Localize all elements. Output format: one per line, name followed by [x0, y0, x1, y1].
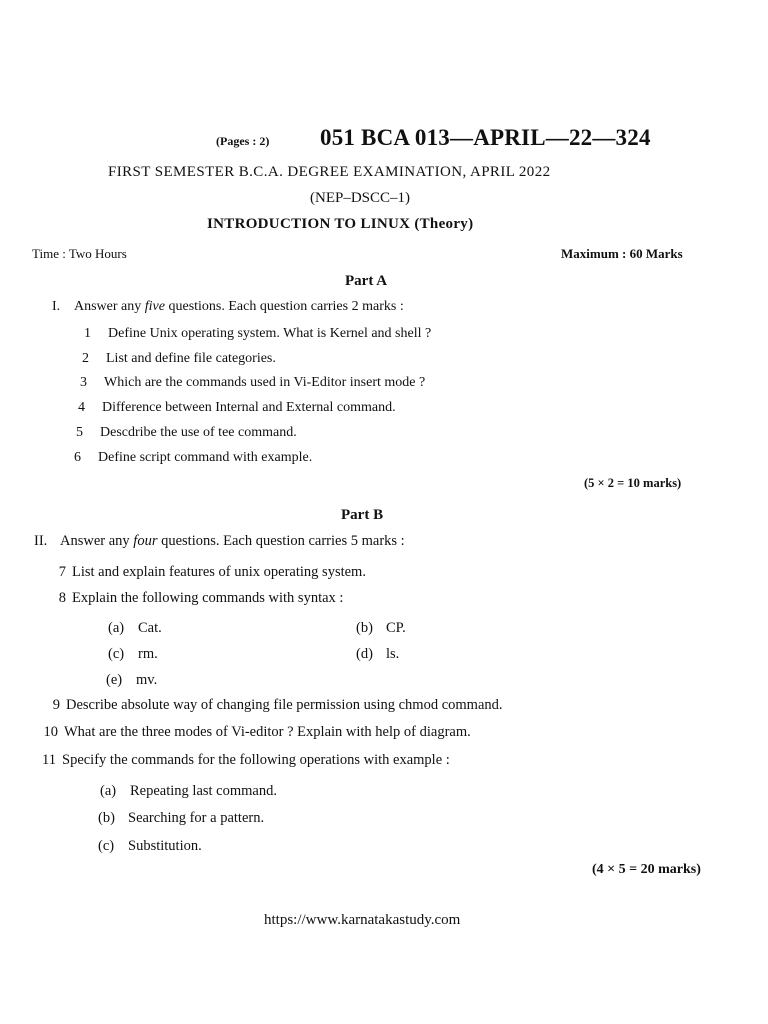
option-label: (c) — [98, 838, 115, 854]
question-number: 10 — [43, 724, 58, 740]
question-2 — [82, 351, 276, 367]
question-7 — [40, 564, 366, 581]
option-text: ls. — [386, 646, 400, 662]
part-b-heading: Part B — [341, 507, 384, 523]
option-text: CP. — [386, 620, 406, 636]
question-text: Descdribe the use of tee command. — [100, 425, 297, 440]
maximum-marks: Maximum : 60 Marks — [561, 246, 683, 261]
question-number: 1 — [84, 326, 91, 341]
question-number: 6 — [74, 450, 81, 465]
question-10 — [32, 724, 471, 741]
question-number: 2 — [82, 351, 89, 366]
scheme-code: (NEP–DSCC–1) — [310, 190, 411, 206]
source-url[interactable]: https://www.karnatakastudy.com — [264, 912, 461, 928]
q11-option-b — [98, 810, 264, 827]
option-text: Substitution. — [128, 838, 202, 854]
instruction-emphasis: four — [133, 533, 158, 549]
question-text: List and define file categories. — [106, 351, 276, 366]
q8-option-c — [108, 646, 158, 663]
q11-option-a — [100, 783, 277, 800]
q8-option-b — [356, 620, 406, 637]
question-text: What are the three modes of Vi-editor ? Explain with help of diagram. — [64, 724, 471, 740]
option-text: Searching for a pattern. — [128, 810, 265, 826]
question-text: Define script command with example. — [98, 450, 313, 465]
section-number: I. — [52, 299, 61, 314]
option-text: mv. — [136, 672, 158, 688]
instruction-text: Answer any — [74, 299, 145, 314]
q8-option-a — [108, 620, 162, 637]
question-number: 9 — [52, 697, 60, 713]
option-label: (e) — [106, 672, 123, 688]
question-text: Explain the following commands with syntax : — [72, 590, 344, 606]
question-number: 3 — [80, 375, 87, 390]
question-text: Difference between Internal and External command. — [102, 400, 396, 415]
instruction-text: questions. Each question carries 2 marks : — [164, 299, 404, 314]
question-4 — [78, 400, 396, 416]
option-label: (d) — [356, 646, 373, 662]
pages-count: (Pages : 2) — [216, 134, 270, 148]
option-label: (b) — [356, 620, 373, 636]
instruction-emphasis: five — [144, 299, 165, 314]
q11-option-c — [98, 838, 202, 855]
question-1 — [84, 326, 431, 342]
question-8 — [40, 590, 343, 607]
question-text: Which are the commands used in Vi-Editor insert mode ? — [104, 375, 426, 390]
question-9 — [34, 697, 503, 714]
question-number: 8 — [58, 590, 66, 606]
question-6 — [74, 450, 312, 466]
part-b-marks: (4 × 5 = 20 marks) — [592, 862, 701, 877]
question-number: 11 — [42, 752, 56, 768]
option-label: (a) — [108, 620, 125, 636]
subject-title: INTRODUCTION TO LINUX (Theory) — [207, 216, 474, 232]
question-text: List and explain features of unix operating system. — [72, 564, 366, 580]
question-text: Specify the commands for the following operations with example : — [62, 752, 450, 768]
part-a-marks: (5 × 2 = 10 marks) — [584, 476, 682, 490]
option-text: rm. — [138, 646, 158, 662]
q8-option-e — [106, 672, 157, 689]
instruction-text: Answer any — [60, 533, 134, 549]
exam-duration: Time : Two Hours — [32, 246, 127, 261]
question-number: 4 — [78, 400, 85, 415]
option-text: Cat. — [138, 620, 162, 636]
option-label: (a) — [100, 783, 117, 799]
instruction-text: questions. Each question carries 5 marks : — [157, 533, 405, 549]
part-b-instruction — [34, 533, 405, 550]
paper-code: 051 BCA 013—APRIL—22—324 — [320, 125, 651, 150]
question-text: Define Unix operating system. What is Kernel and shell ? — [108, 326, 432, 341]
question-text: Describe absolute way of changing file permission using chmod command. — [66, 697, 503, 713]
question-5 — [76, 425, 297, 441]
option-label: (c) — [108, 646, 125, 662]
part-a-heading: Part A — [345, 273, 388, 289]
question-number: 5 — [76, 425, 83, 440]
q8-option-d — [356, 646, 399, 663]
part-a-instruction — [52, 299, 404, 315]
option-text: Repeating last command. — [130, 783, 277, 799]
question-11 — [30, 752, 450, 769]
question-3 — [80, 375, 425, 391]
question-number: 7 — [58, 564, 66, 580]
option-label: (b) — [98, 810, 115, 826]
section-number: II. — [34, 533, 48, 549]
exam-title: FIRST SEMESTER B.C.A. DEGREE EXAMINATION, APRIL 2022 — [108, 164, 551, 180]
